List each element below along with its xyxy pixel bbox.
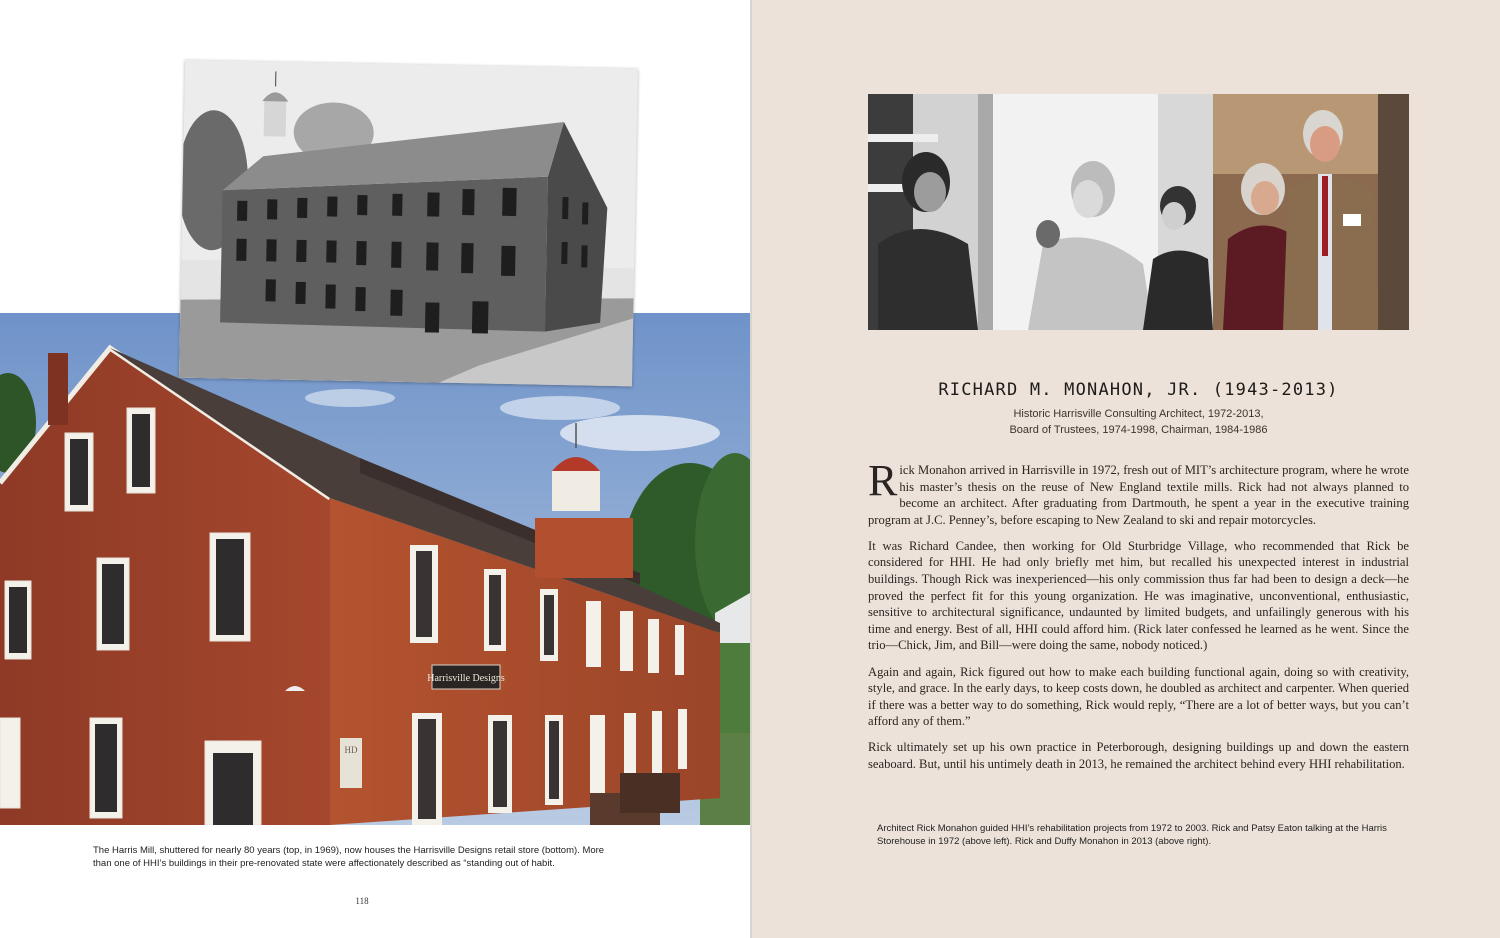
harrisville-designs-sign: Harrisville Designs <box>427 673 505 684</box>
bio-paragraph <box>868 456 1409 528</box>
page-number: 118 <box>355 896 369 906</box>
monahon-photo-strip <box>868 94 1409 330</box>
bio-body <box>868 456 1409 782</box>
harris-mill-1969-photo <box>179 60 638 387</box>
bio-paragraph: Rick ultimately set up his own practice in Peterborough, designing buildings up and down the eastern seaboard. But, until his untimely death in 2013, he remained the architect behind every HHI rehabilitation. <box>868 740 1409 771</box>
right-caption: Architect Rick Monahon guided HHI’s rehabilitation projects from 1972 to 2003. Rick and Patsy Eaton talking at the Harris Storehouse in 1972 (above left). Rick and Duffy Monahon in 2013 (above right). <box>877 823 1387 847</box>
rick-and-patsy-eaton-photo <box>868 94 1213 330</box>
bio-heading: RICHARD M. MONAHON, JR. (1943-2013) <box>938 380 1339 400</box>
subtitle-line: Historic Harrisville Consulting Architect, 1972-2013, <box>1013 408 1264 420</box>
bio-paragraph: It was Richard Candee, then working for Old Sturbridge Village, who recommended that Rick be considered for HHI. He had only briefly met him, but recalled his unexpected interest in industrial buildings. Though Rick was inexperienced—his only commission thus far had been to design a deck—he proved the perfect fit for this young organization. He was imaginative, unconventional, enthusiastic, sensitive to architectural significance, undaunted by limited budgets, and unfailingly generous with his time and energy. Best of all, HHI could afford him. (Rick later confessed he learned as he went. Since the trio—Chick, Jim, and Bill—were doing the same, nobody noticed.) <box>868 538 1409 653</box>
bio-paragraph: Again and again, Rick figured out how to make each building functional again, doing so with creativity, style, and grace. In the early days, to keep costs down, he doubled as architect and carpenter. When queried if there was a better way to do something, Rick would reply, “There are a lot of better ways, but you can’t afford any of them.” <box>868 664 1409 729</box>
hd-plaque: HD <box>344 745 358 755</box>
harris-mill-color-photo <box>0 313 750 825</box>
bio-paragraph-text: ick Monahon arrived in Harrisville in 1972, fresh out of MIT’s architecture program, where he wrote his master’s thesis on the reuse of New England textile mills. Rick had not always planned to become an architect. After graduating from Dartmouth, he spent a year in the executive training program at J.C. Penney’s, before escaping to New Zealand to ski and repair motorcycles. <box>868 463 1409 527</box>
subtitle-line: Board of Trustees, 1974-1998, Chairman, 1984-1986 <box>1009 424 1268 436</box>
rick-and-duffy-monahon-photo <box>1213 94 1409 330</box>
bio-subtitle <box>868 406 1409 438</box>
left-caption: The Harris Mill, shuttered for nearly 80 years (top, in 1969), now houses the Harrisville Designs retail store (bottom). More than one of HHI’s buildings in their pre-renovated state were affectionately described as “standing out of habit. <box>93 845 605 869</box>
drop-cap: R <box>868 456 898 505</box>
